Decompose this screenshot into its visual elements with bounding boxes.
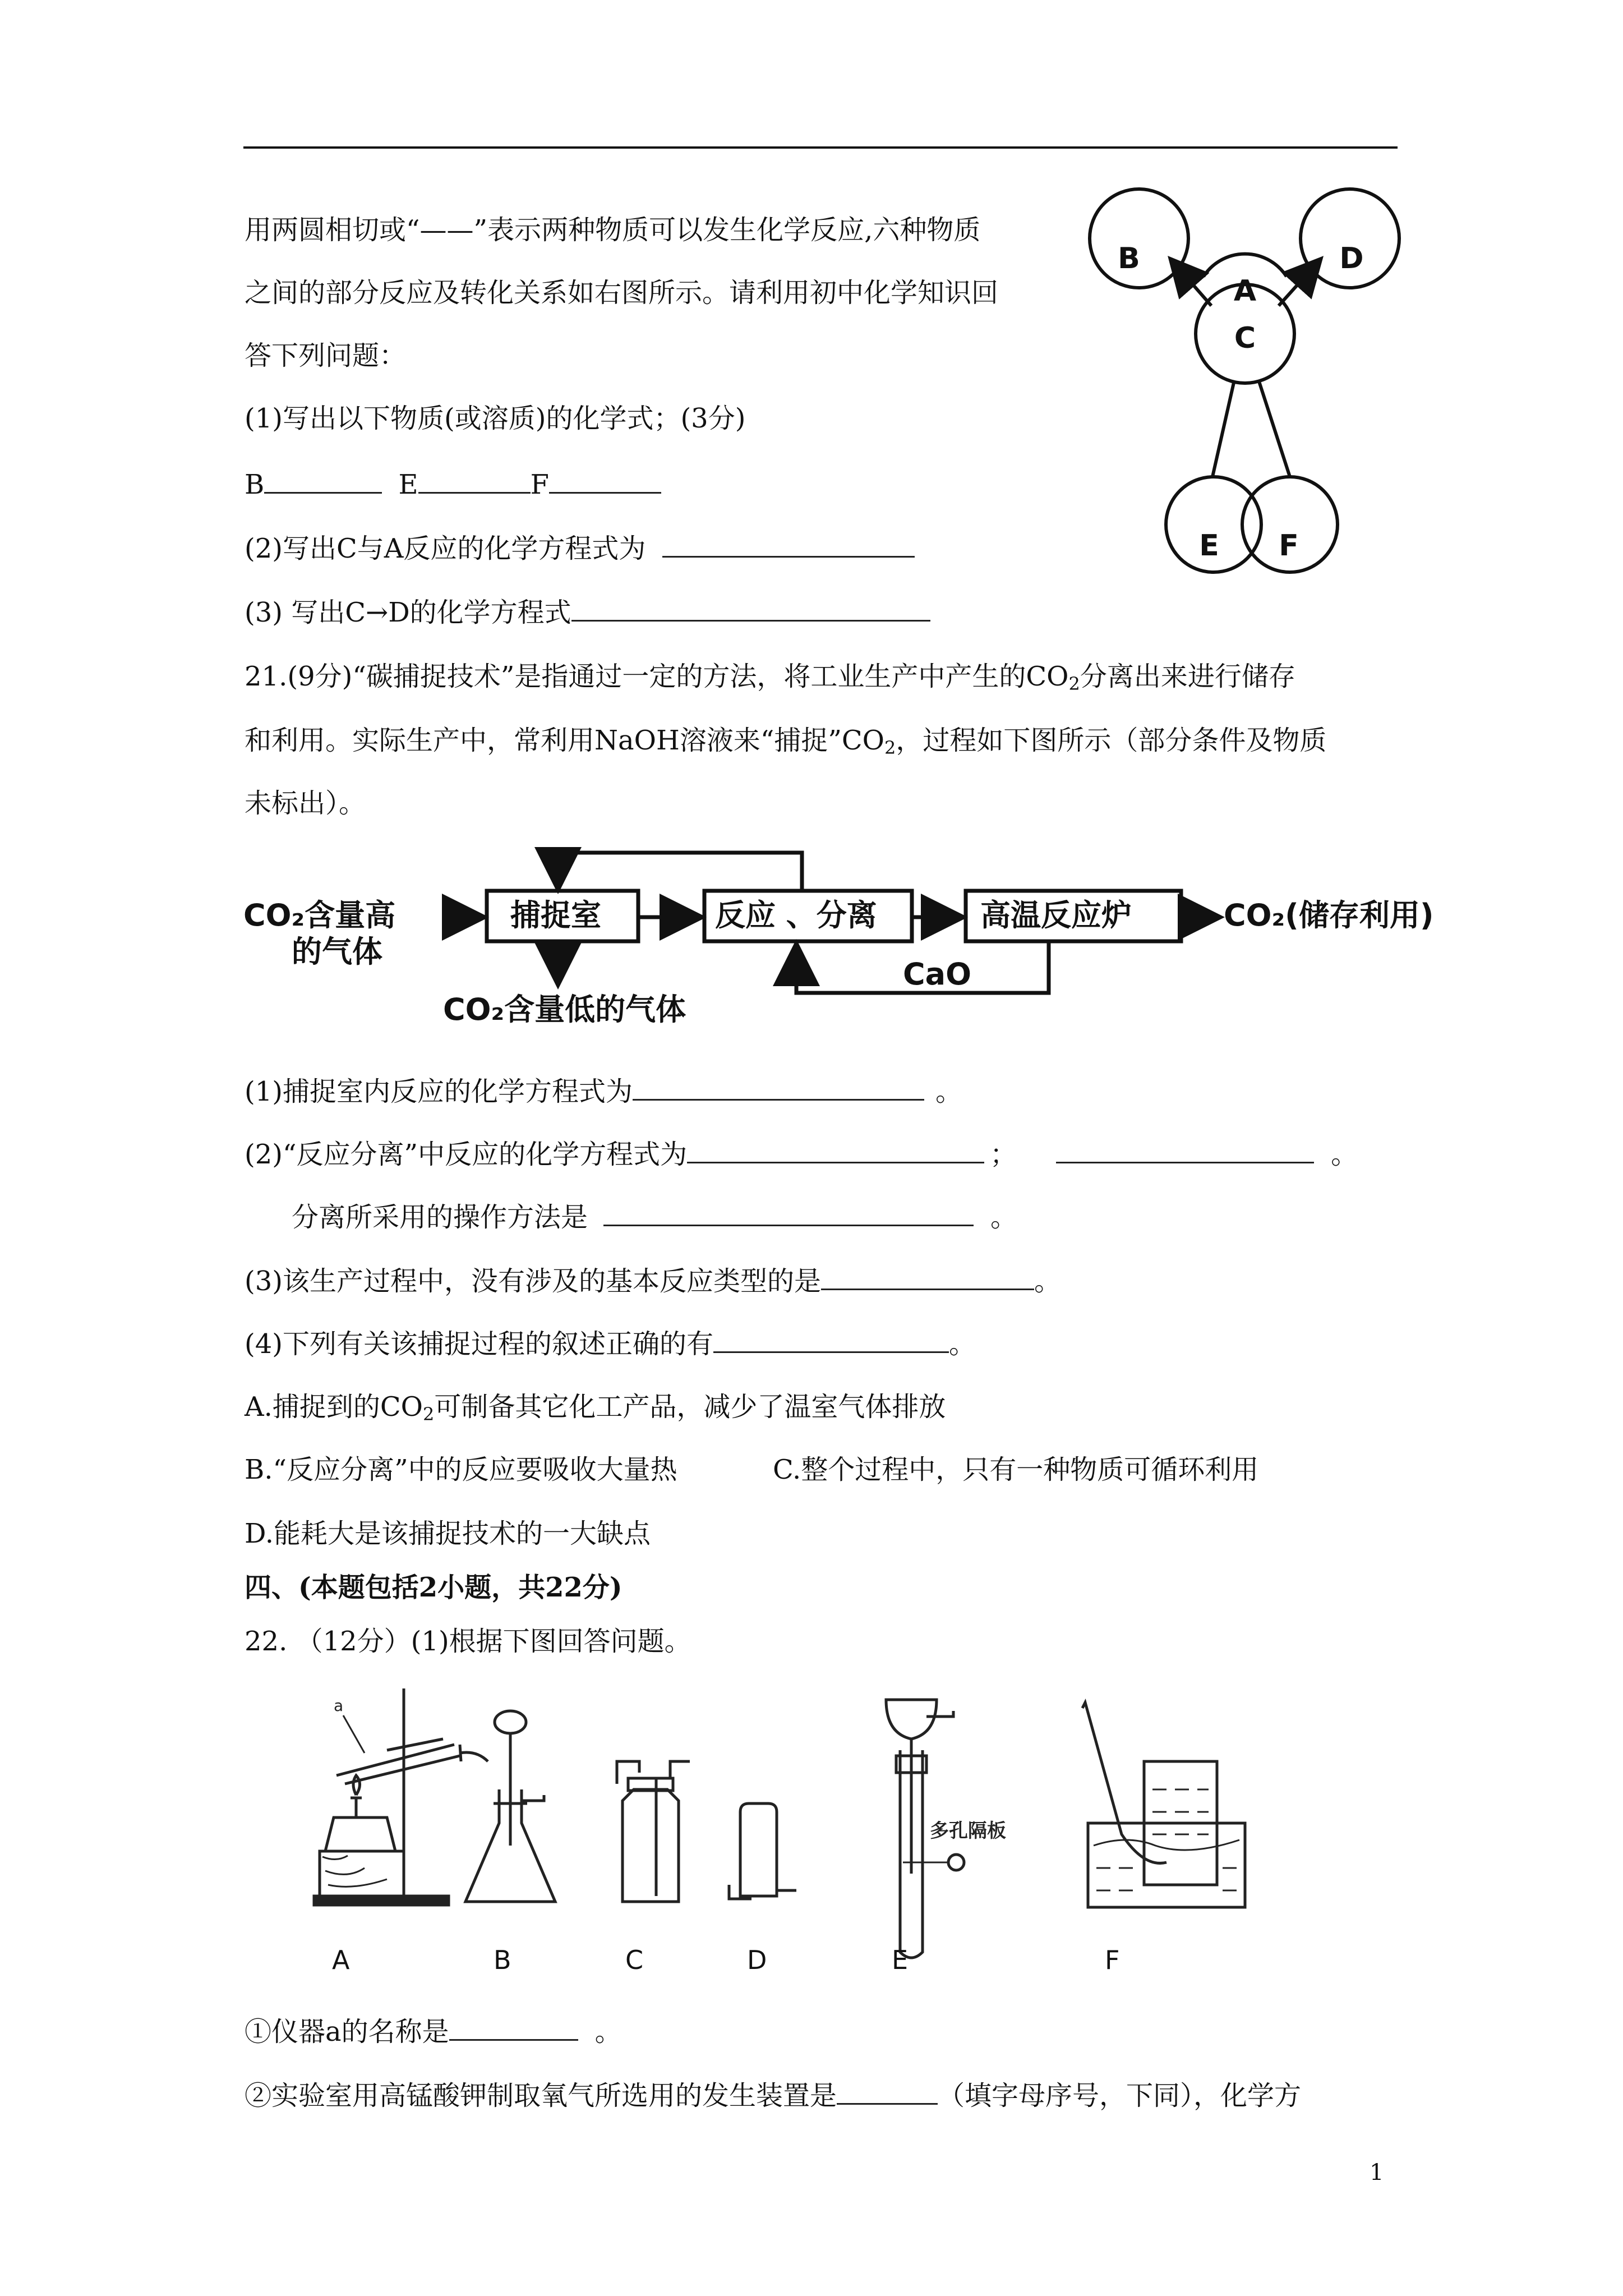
label-b: B <box>1118 242 1140 275</box>
answer-blank-21-1[interactable] <box>633 1076 924 1101</box>
apparatus-label-f: F <box>1105 1945 1120 1975</box>
arrow-c-to-b <box>1172 261 1211 306</box>
answer-blank-21-2b[interactable] <box>1056 1139 1314 1163</box>
answer-blank-f[interactable] <box>549 470 661 494</box>
q21-s3-text: (3)该生产过程中，没有涉及的基本反应类型的是 <box>245 1266 821 1297</box>
q21-l2-a: 和利用。实际生产中，常利用NaOH溶液来“捕捉”CO <box>245 725 884 756</box>
flow-input-2: 的气体 <box>292 934 382 969</box>
answer-blank-q3[interactable] <box>571 597 930 622</box>
question-2 <box>245 532 915 565</box>
arrow-c-to-d <box>1279 261 1319 306</box>
apparatus-e <box>886 1700 1006 1958</box>
label-e: E <box>1199 529 1219 563</box>
q21-s4-text: (4)下列有关该捕捉过程的叙述正确的有 <box>245 1328 713 1360</box>
question-3 <box>245 596 930 629</box>
label-f: F <box>1279 529 1299 563</box>
question-2-text: (2)写出C与A反应的化学方程式为 <box>245 533 646 564</box>
circle-a-arc <box>1204 254 1287 277</box>
q21-s1-text: (1)捕捉室内反应的化学方程式为 <box>245 1076 633 1107</box>
answer-blank-e[interactable] <box>418 470 531 494</box>
answer-blank-22-1[interactable] <box>449 2017 578 2041</box>
q21-s1-end: 。 <box>935 1076 963 1107</box>
carbon-capture-flow-diagram <box>241 841 1492 1043</box>
answer-blank-21-3[interactable] <box>821 1266 1034 1290</box>
apparatus-label-b: B <box>494 1945 511 1975</box>
apparatus-a <box>314 1688 488 1905</box>
q21-l2-sub: 2 <box>884 737 896 758</box>
answer-blank-b[interactable] <box>264 470 382 494</box>
q21-l1-b: 分离出来进行储存 <box>1080 661 1295 692</box>
answer-blank-21-2c[interactable] <box>603 1202 974 1226</box>
q21-line-1 <box>245 660 1295 701</box>
q22-sub-2-text: ②实验室用高锰酸钾制取氧气所选用的发生装置是 <box>245 2080 837 2111</box>
intro-line-1: 用两圆相切或“——”表示两种物质可以发生化学反应,六种物质 <box>245 214 981 246</box>
answer-blank-21-4[interactable] <box>713 1329 949 1353</box>
q21-option-b: B.“反应分离”中的反应要吸收大量热 <box>245 1454 677 1485</box>
q21-l2-b: ，过程如下图所示（部分条件及物质 <box>896 725 1327 756</box>
blank-b-label: B <box>245 469 265 500</box>
q21-sub-1 <box>245 1075 962 1108</box>
blank-f-label: F <box>530 469 549 500</box>
intro-line-3: 答下列问题： <box>245 340 407 371</box>
circle-relation-diagram <box>1066 185 1436 600</box>
q21-sub-3 <box>245 1264 1061 1298</box>
line-c-f <box>1259 381 1290 477</box>
intro-line-2: 之间的部分反应及转化关系如右图所示。请利用初中化学知识回 <box>245 277 999 309</box>
answer-blank-q2[interactable] <box>662 533 915 558</box>
apparatus-c <box>617 1761 690 1902</box>
q21-option-a <box>245 1390 946 1431</box>
blank-e-label: E <box>398 469 418 500</box>
q21-opta-sub: 2 <box>423 1404 435 1425</box>
flow-box1-label: 捕捉室 <box>510 898 601 933</box>
q21-s2b-text: 分离所采用的操作方法是 <box>292 1202 588 1233</box>
q22-sub-2 <box>245 2079 1301 2113</box>
q21-opta-a: A.捕捉到的CO <box>245 1391 423 1423</box>
flow-low-gas-label: CO₂含量低的气体 <box>443 992 686 1027</box>
instrument-a-label: a <box>334 1696 344 1715</box>
q21-option-d: D.能耗大是该捕捉技术的一大缺点 <box>245 1518 651 1549</box>
q21-sub-2b <box>292 1200 1017 1234</box>
q21-s2-text: (2)“反应分离”中反应的化学方程式为 <box>245 1139 688 1170</box>
label-a: A <box>1233 274 1257 308</box>
header-rule <box>243 146 1398 149</box>
apparatus-label-c: C <box>625 1945 644 1975</box>
question-3-text: (3) 写出C→D的化学方程式 <box>245 597 571 628</box>
q21-sub-4 <box>245 1327 976 1361</box>
answer-blank-22-2[interactable] <box>837 2081 938 2105</box>
q22-sub-2-end: （填字母序号，下同），化学方 <box>938 2080 1302 2111</box>
arrow-recycle-naoh <box>558 853 802 891</box>
q21-l1-a: 21.(9分)“碳捕捉技术”是指通过一定的方法，将工业生产中产生的CO <box>245 661 1069 692</box>
q22-sub-1-end: 。 <box>594 2016 622 2047</box>
flow-box3-label: 高温反应炉 <box>980 898 1132 933</box>
q22-sub-1-text: ①仪器a的名称是 <box>245 2016 449 2047</box>
q21-line-3: 未标出）。 <box>245 788 366 819</box>
section-4-title: 四、(本题包括2小题，共22分) <box>245 1572 623 1603</box>
q21-s4-end: 。 <box>949 1328 976 1360</box>
apparatus-b <box>465 1711 555 1902</box>
q22-sub-1 <box>245 2015 622 2049</box>
q21-s3-end: 。 <box>1034 1266 1062 1297</box>
apparatus-label-e: E <box>892 1945 909 1975</box>
lab-apparatus-figure <box>303 1677 1537 1991</box>
apparatus-d <box>729 1803 796 1899</box>
apparatus-label-d: D <box>747 1945 767 1975</box>
porous-plate-label: 多孔隔板 <box>930 1820 1006 1842</box>
flow-cao-label: CaO <box>903 956 971 992</box>
q21-l1-sub: 2 <box>1068 673 1080 694</box>
page-number: 1 <box>1370 2160 1384 2185</box>
flow-box2-label: 反应 、分离 <box>715 898 877 933</box>
label-c: C <box>1234 321 1256 355</box>
line-c-e <box>1212 383 1234 477</box>
q21-s2-end: 。 <box>1331 1139 1358 1170</box>
question-1-blanks <box>245 468 661 501</box>
q21-option-c: C.整个过程中，只有一种物质可循环利用 <box>773 1454 1259 1485</box>
q21-line-2 <box>245 724 1326 765</box>
apparatus-f <box>1082 1703 1245 1907</box>
q21-sub-2 <box>245 1138 1358 1171</box>
q21-opta-b: 可制备其它化工产品，减少了温室气体排放 <box>434 1391 946 1423</box>
question-1: (1)写出以下物质(或溶质)的化学式；(3分) <box>245 403 746 434</box>
label-d: D <box>1339 242 1364 275</box>
apparatus-label-a: A <box>332 1945 350 1975</box>
flow-input-1: CO₂含量高 <box>243 898 396 933</box>
q21-s2b-end: 。 <box>990 1202 1018 1233</box>
q21-s2-mid: ； <box>990 1139 1017 1170</box>
answer-blank-21-2a[interactable] <box>687 1139 984 1163</box>
flow-output-label: CO₂(储存利用) <box>1224 898 1434 933</box>
q22-header: 22. （12分）(1)根据下图回答问题。 <box>245 1626 691 1657</box>
